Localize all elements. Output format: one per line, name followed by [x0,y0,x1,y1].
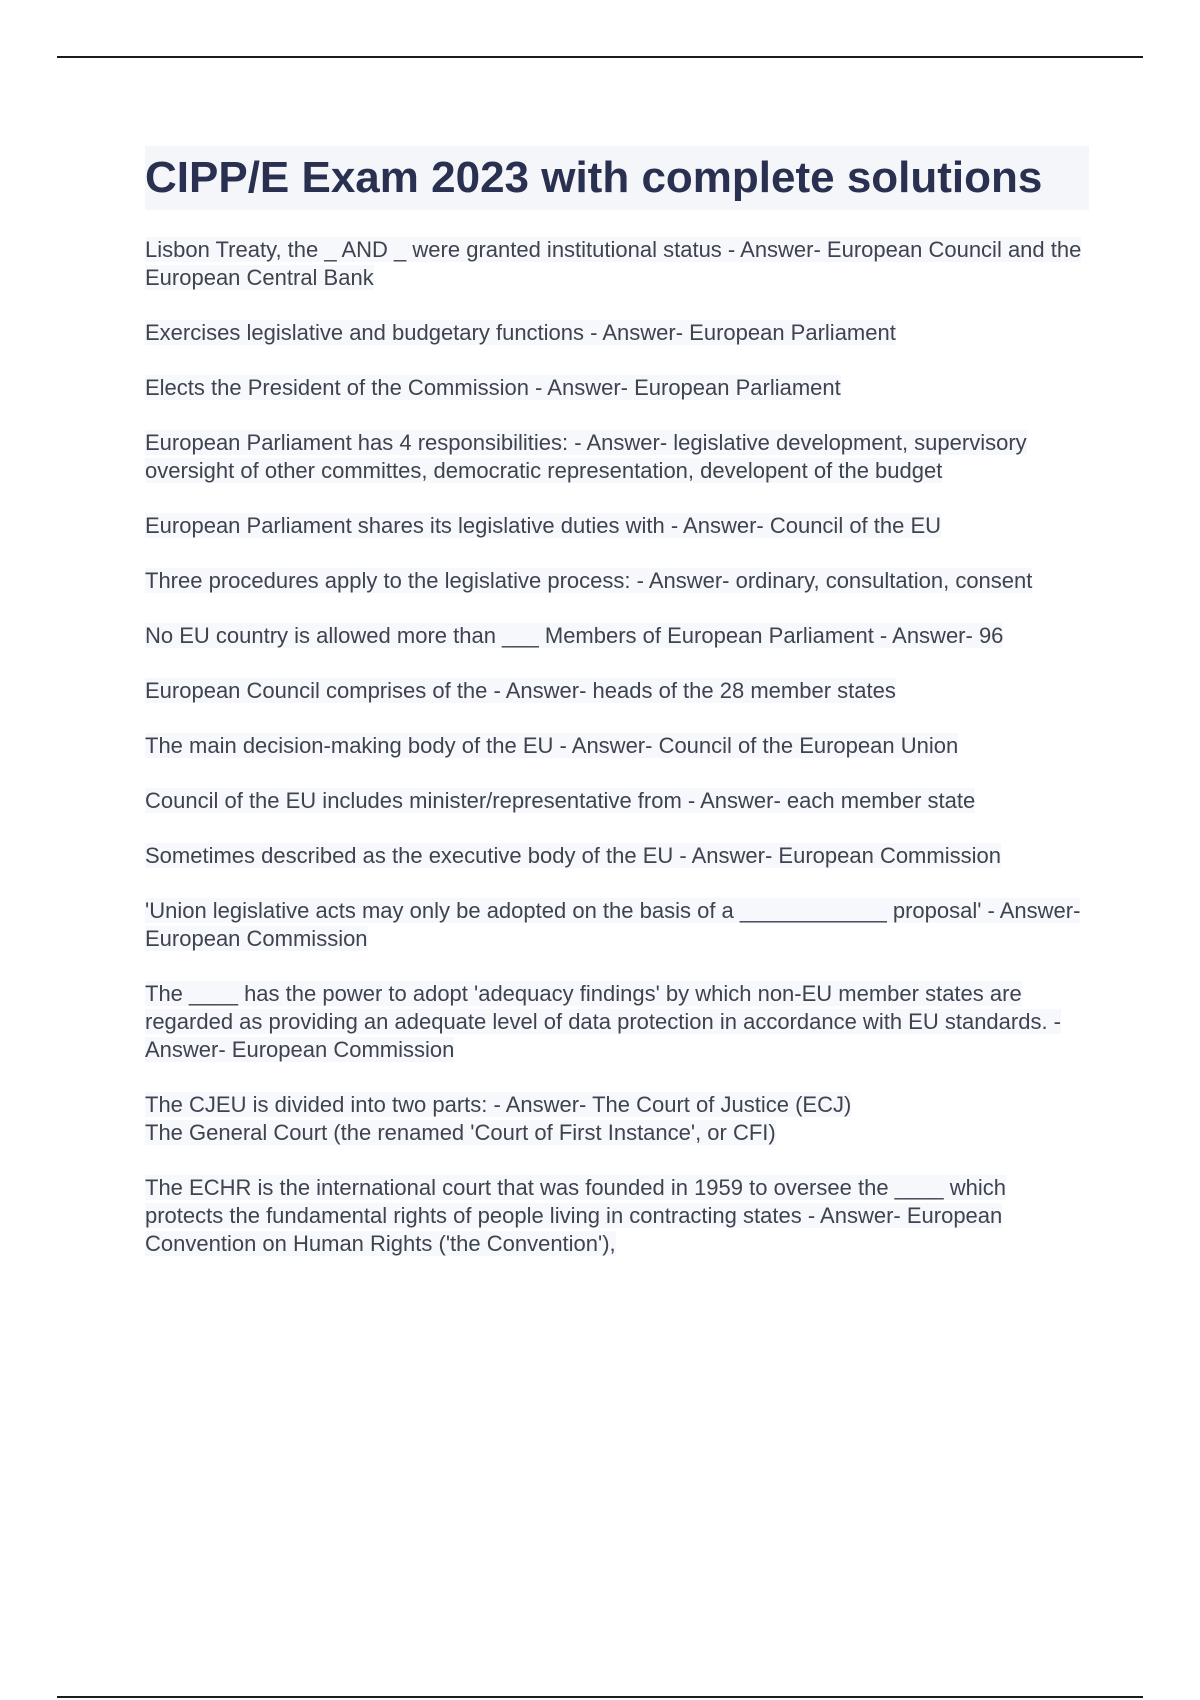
qa-item: Sometimes described as the executive body of the EU - Answer- European Commission [145,843,1001,868]
header-rule [57,56,1143,58]
qa-item: 'Union legislative acts may only be adopted on the basis of a ____________ proposal' - Answer- European Commission [145,898,1081,951]
qa-item: European Council comprises of the - Answer- heads of the 28 member states [145,678,896,703]
qa-item: Elects the President of the Commission - Answer- European Parliament [145,375,841,400]
footer-rule [57,1696,1143,1698]
document-body [145,146,1089,1285]
qa-list [145,236,1089,1258]
qa-item: Council of the EU includes minister/representative from - Answer- each member state [145,788,976,813]
document-title: CIPP/E Exam 2023 with complete solutions [145,153,1043,202]
qa-item: The ____ has the power to adopt 'adequacy findings' by which non-EU member states are regarded as providing an adequate level of data protection in accordance with EU standards. - Answer- European Commission [145,981,1062,1062]
title-block [145,146,1089,210]
qa-item: European Parliament shares its legislative duties with - Answer- Council of the EU [145,513,942,538]
qa-item: European Parliament has 4 responsibilities: - Answer- legislative development, supervisory oversight of other committes, democratic representation, developent of the budget [145,430,1027,483]
qa-item: Three procedures apply to the legislative process: - Answer- ordinary, consultation, consent [145,568,1033,593]
qa-item: Lisbon Treaty, the _ AND _ were granted institutional status - Answer- European Council and the European Central Bank [145,237,1082,290]
qa-item: The main decision-making body of the EU - Answer- Council of the European Union [145,733,959,758]
qa-item: No EU country is allowed more than ___ Members of European Parliament - Answer- 96 [145,623,1004,648]
qa-item: The CJEU is divided into two parts: - Answer- The Court of Justice (ECJ) The General Court (the renamed 'Court of First Instance', or CFI) [145,1092,852,1145]
qa-item: The ECHR is the international court that was founded in 1959 to oversee the ____ which protects the fundamental rights of people living in contracting states - Answer- European Convention on Human Rights ('the Convention'), [145,1175,1006,1256]
qa-item: Exercises legislative and budgetary functions - Answer- European Parliament [145,320,896,345]
